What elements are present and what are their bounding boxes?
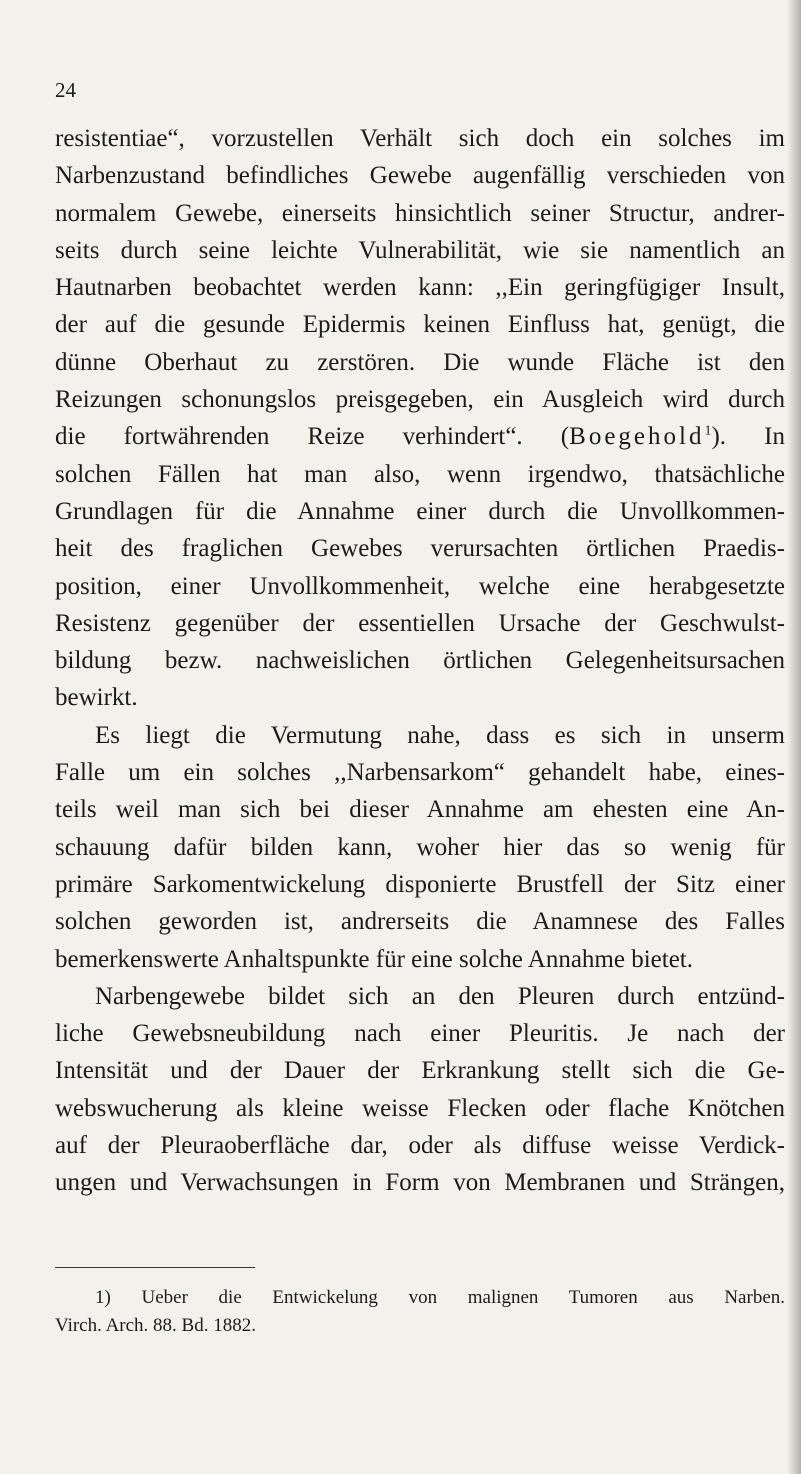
- text-line: der auf die gesunde Epidermis keinen Einfluss hat, genügt, die: [55, 311, 785, 339]
- footnote: [55, 1284, 785, 1340]
- footnote-divider: [55, 1267, 255, 1268]
- text-line: bildung bezw. nachweislichen örtlichen Gelegenheitsursachen: [55, 647, 785, 675]
- citation-suffix: ). In: [711, 423, 785, 451]
- text-line-citation: [55, 418, 785, 455]
- text-line: seits durch seine leichte Vulnerabilität, wie sie namentlich an: [55, 236, 785, 264]
- text-line: solchen geworden ist, andrerseits die Anamnese des Falles: [55, 908, 785, 936]
- text-line: schauung dafür bilden kann, woher hier das so wenig für: [55, 833, 785, 861]
- author-name: Boegehold: [569, 423, 705, 451]
- page-number: 24: [55, 78, 76, 102]
- body-text: [55, 120, 785, 1202]
- text-line: Grundlagen für die Annahme einer durch die Unvollkommen-: [55, 497, 785, 525]
- text-line: primäre Sarkomentwickelung disponierte Brustfell der Sitz einer: [55, 870, 785, 898]
- text-line: Reizungen schonungslos preisgegeben, ein Ausgleich wird durch: [55, 386, 785, 414]
- text-line: position, einer Unvollkommenheit, welche eine herabgesetzte: [55, 572, 785, 600]
- text-line: ungen und Verwachsungen in Form von Membranen und Strängen,: [55, 1169, 785, 1197]
- footnote-line: [55, 1284, 785, 1312]
- footnote-text: Ueber die Entwickelung von malignen Tumoren aus Narben.: [110, 1287, 785, 1308]
- text-line: normalem Gewebe, einerseits hinsichtlich seiner Structur, andrer-: [55, 199, 785, 227]
- text-line: Falle um ein solches ,,Narbensarkom“ gehandelt habe, eines-: [55, 759, 785, 787]
- text-line: Intensität und der Dauer der Erkrankung stellt sich die Ge-: [55, 1057, 785, 1085]
- page-edge-shadow: [787, 0, 801, 1474]
- text-line: Es liegt die Vermutung nahe, dass es sich in unserm: [95, 721, 785, 749]
- text-line: dünne Oberhaut zu zerstören. Die wunde Fläche ist den: [55, 348, 785, 376]
- text-line: Hautnarben beobachtet werden kann: ,,Ein geringfügiger Insult,: [55, 274, 785, 302]
- footnote-number: 1): [95, 1287, 111, 1308]
- text-line: Resistenz gegenüber der essentiellen Ursache der Geschwulst-: [55, 609, 785, 637]
- text-line: teils weil man sich bei dieser Annahme am ehesten eine An-: [55, 796, 785, 824]
- text-line: auf der Pleuraoberfläche dar, oder als diffuse weisse Verdick-: [55, 1132, 785, 1160]
- footnote-marker: 1: [704, 424, 712, 440]
- text-line: Narbengewebe bildet sich an den Pleuren durch entzünd-: [95, 982, 785, 1010]
- text-line: heit des fraglichen Gewebes verursachten örtlichen Praedis-: [55, 535, 785, 563]
- citation-prefix: die fortwährenden Reize verhindert“. (: [55, 423, 570, 451]
- text-line: bewirkt.: [55, 684, 138, 712]
- text-line: solchen Fällen hat man also, wenn irgendwo, thatsächliche: [55, 460, 785, 488]
- text-line: liche Gewebsneubildung nach einer Pleuritis. Je nach der: [55, 1020, 785, 1048]
- footnote-line: Virch. Arch. 88. Bd. 1882.: [55, 1315, 256, 1336]
- text-line: Narbenzustand befindliches Gewebe augenfällig verschieden von: [55, 162, 785, 190]
- text-line: resistentiae“, vorzustellen Verhält sich doch ein solches im: [55, 125, 785, 152]
- text-line: webswucherung als kleine weisse Flecken oder flache Knötchen: [55, 1094, 785, 1122]
- text-line: bemerkenswerte Anhaltspunkte für eine solche Annahme bietet.: [55, 945, 693, 973]
